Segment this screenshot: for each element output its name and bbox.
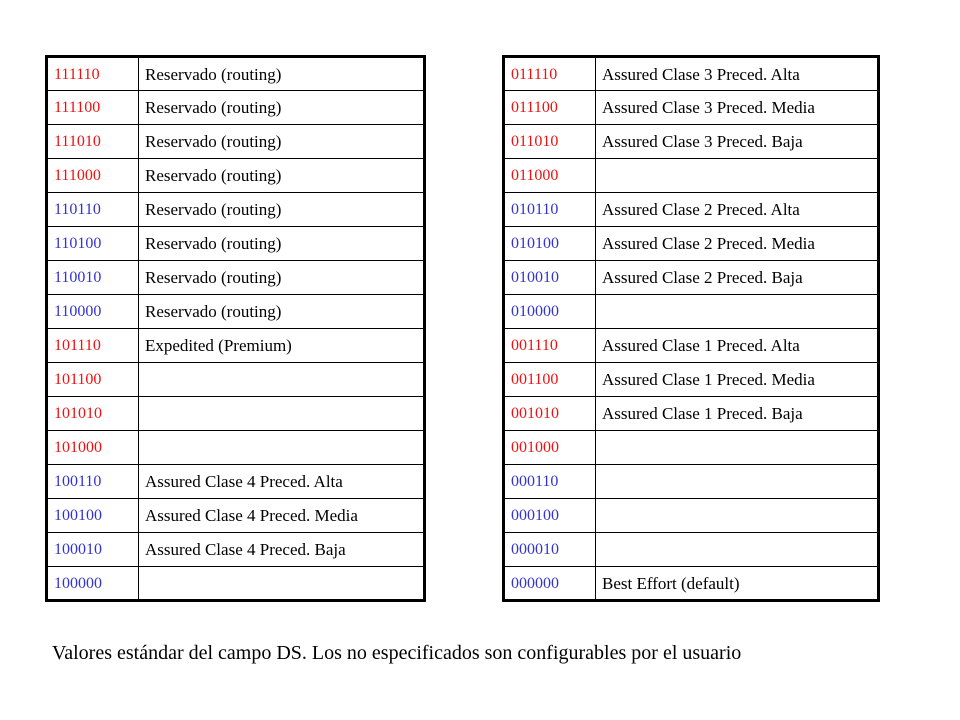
- ds-code-cell: 110100: [47, 227, 139, 261]
- table-row: [47, 57, 425, 91]
- ds-values-table-right: [502, 55, 880, 602]
- table-row: [504, 57, 879, 91]
- ds-code-cell: 101100: [47, 363, 139, 397]
- ds-description-cell: Assured Clase 2 Preced. Alta: [596, 193, 879, 227]
- table-row: [504, 533, 879, 567]
- table-row: [47, 431, 425, 465]
- ds-code-cell: 110110: [47, 193, 139, 227]
- table-row: [47, 567, 425, 601]
- table-row: [47, 125, 425, 159]
- ds-description-cell: Reservado (routing): [139, 261, 425, 295]
- table-row: [504, 329, 879, 363]
- ds-description-cell: [139, 363, 425, 397]
- ds-code-cell: 011110: [504, 57, 596, 91]
- table-row: [504, 295, 879, 329]
- ds-description-cell: Assured Clase 2 Preced. Media: [596, 227, 879, 261]
- ds-code-cell: 001110: [504, 329, 596, 363]
- table-caption: Valores estándar del campo DS. Los no especificados son configurables por el usuario: [52, 642, 742, 664]
- ds-description-cell: Reservado (routing): [139, 91, 425, 125]
- ds-description-cell: Reservado (routing): [139, 227, 425, 261]
- table-row: [504, 397, 879, 431]
- ds-description-cell: [139, 397, 425, 431]
- ds-code-cell: 111110: [47, 57, 139, 91]
- ds-code-cell: 001000: [504, 431, 596, 465]
- ds-description-cell: Reservado (routing): [139, 193, 425, 227]
- table-row: [504, 227, 879, 261]
- table-row: [47, 363, 425, 397]
- ds-description-cell: Reservado (routing): [139, 159, 425, 193]
- ds-code-cell: 111000: [47, 159, 139, 193]
- ds-description-cell: [139, 431, 425, 465]
- table-row: [47, 91, 425, 125]
- ds-description-cell: [596, 465, 879, 499]
- ds-code-cell: 011000: [504, 159, 596, 193]
- table-row: [47, 227, 425, 261]
- ds-code-cell: 110000: [47, 295, 139, 329]
- ds-code-cell: 011100: [504, 91, 596, 125]
- ds-code-cell: 010010: [504, 261, 596, 295]
- table-row: [504, 465, 879, 499]
- right-table-body: [504, 57, 879, 601]
- ds-code-cell: 101010: [47, 397, 139, 431]
- ds-code-cell: 010110: [504, 193, 596, 227]
- ds-code-cell: 111100: [47, 91, 139, 125]
- ds-code-cell: 100110: [47, 465, 139, 499]
- ds-description-cell: [596, 499, 879, 533]
- ds-code-cell: 010100: [504, 227, 596, 261]
- table-row: [47, 261, 425, 295]
- table-row: [504, 261, 879, 295]
- ds-description-cell: Assured Clase 3 Preced. Baja: [596, 125, 879, 159]
- ds-code-cell: 110010: [47, 261, 139, 295]
- table-row: [504, 159, 879, 193]
- ds-description-cell: Assured Clase 3 Preced. Alta: [596, 57, 879, 91]
- table-row: [47, 397, 425, 431]
- table-row: [504, 193, 879, 227]
- ds-description-cell: [596, 295, 879, 329]
- ds-code-cell: 100000: [47, 567, 139, 601]
- table-row: [47, 533, 425, 567]
- table-row: [47, 329, 425, 363]
- ds-description-cell: Assured Clase 1 Preced. Baja: [596, 397, 879, 431]
- table-row: [47, 295, 425, 329]
- ds-description-cell: [139, 567, 425, 601]
- table-row: [504, 125, 879, 159]
- ds-description-cell: Expedited (Premium): [139, 329, 425, 363]
- ds-code-cell: 010000: [504, 295, 596, 329]
- ds-code-cell: 100100: [47, 499, 139, 533]
- ds-description-cell: [596, 159, 879, 193]
- table-row: [47, 499, 425, 533]
- ds-code-cell: 101110: [47, 329, 139, 363]
- table-row: [504, 431, 879, 465]
- ds-code-cell: 101000: [47, 431, 139, 465]
- ds-description-cell: Reservado (routing): [139, 57, 425, 91]
- left-table-body: [47, 57, 425, 601]
- table-row: [47, 193, 425, 227]
- ds-code-cell: 000010: [504, 533, 596, 567]
- ds-description-cell: Assured Clase 4 Preced. Alta: [139, 465, 425, 499]
- ds-code-cell: 000000: [504, 567, 596, 601]
- ds-description-cell: Reservado (routing): [139, 125, 425, 159]
- ds-description-cell: Assured Clase 2 Preced. Baja: [596, 261, 879, 295]
- table-row: [47, 159, 425, 193]
- ds-code-cell: 011010: [504, 125, 596, 159]
- ds-code-cell: 001010: [504, 397, 596, 431]
- table-row: [504, 499, 879, 533]
- ds-description-cell: Assured Clase 1 Preced. Alta: [596, 329, 879, 363]
- ds-description-cell: Assured Clase 3 Preced. Media: [596, 91, 879, 125]
- ds-values-table-left: [45, 55, 426, 602]
- table-row: [504, 363, 879, 397]
- ds-description-cell: Assured Clase 4 Preced. Baja: [139, 533, 425, 567]
- table-row: [504, 91, 879, 125]
- ds-description-cell: Best Effort (default): [596, 567, 879, 601]
- ds-description-cell: [596, 533, 879, 567]
- table-row: [504, 567, 879, 601]
- ds-code-cell: 000100: [504, 499, 596, 533]
- ds-description-cell: Reservado (routing): [139, 295, 425, 329]
- ds-code-cell: 000110: [504, 465, 596, 499]
- ds-description-cell: Assured Clase 1 Preced. Media: [596, 363, 879, 397]
- ds-description-cell: Assured Clase 4 Preced. Media: [139, 499, 425, 533]
- ds-code-cell: 001100: [504, 363, 596, 397]
- ds-code-cell: 111010: [47, 125, 139, 159]
- ds-description-cell: [596, 431, 879, 465]
- table-row: [47, 465, 425, 499]
- ds-code-cell: 100010: [47, 533, 139, 567]
